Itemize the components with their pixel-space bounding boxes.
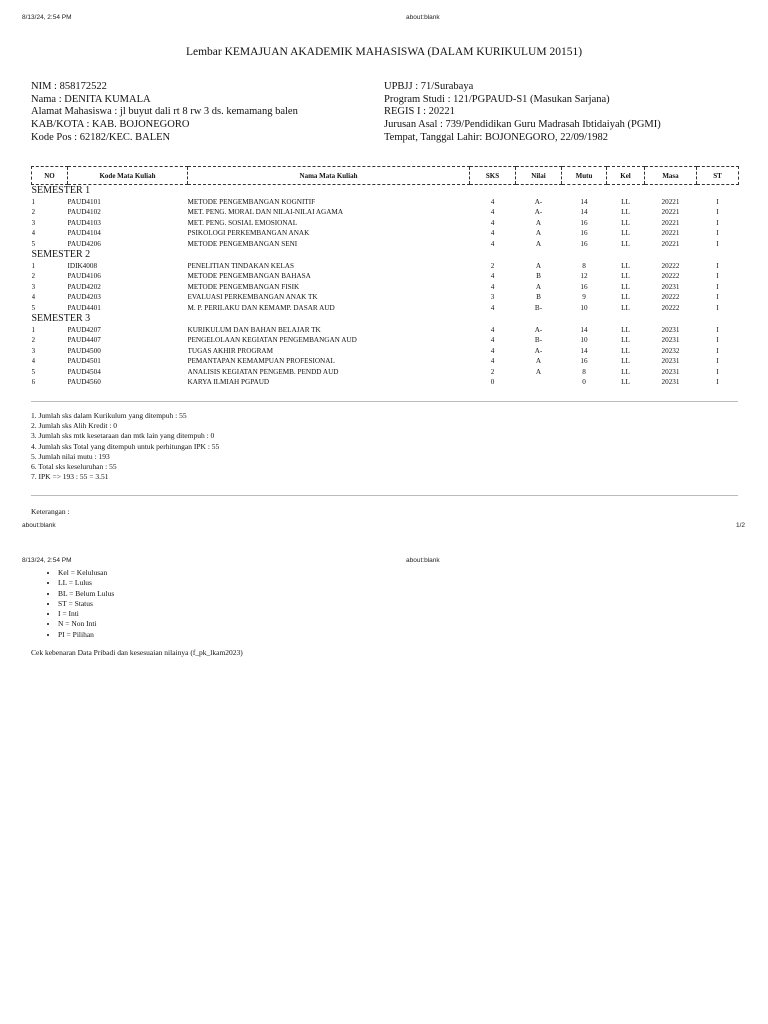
cell-mutu: 16 bbox=[580, 357, 588, 366]
cell-sks: 2 bbox=[490, 262, 495, 271]
print-url: about:blank bbox=[406, 14, 440, 21]
cell-kode: PAUD4207 bbox=[67, 326, 101, 335]
cell-nilai: A- bbox=[534, 198, 543, 206]
cell-masa: 20231 bbox=[661, 326, 680, 335]
cell-kel: LL bbox=[621, 208, 630, 217]
cell-kel: LL bbox=[621, 272, 630, 281]
header-kode: Kode Mata Kuliah bbox=[68, 167, 188, 185]
document-title: Lembar KEMAJUAN AKADEMIK MAHASISWA (DALAM KURIKULUM 20151) bbox=[185, 46, 583, 58]
table-row bbox=[32, 261, 739, 271]
cell-sks: 2 bbox=[490, 367, 495, 376]
cell-nama: TUGAS AKHIR PROGRAM bbox=[187, 346, 273, 355]
cell-masa: 20231 bbox=[661, 336, 680, 345]
print-footer-url: about:blank bbox=[22, 522, 56, 529]
table-row bbox=[32, 207, 739, 217]
cell-kel: LL bbox=[621, 262, 630, 271]
print-datetime: 8/13/24, 2:54 PM bbox=[22, 14, 72, 21]
cell-kel: LL bbox=[621, 367, 630, 376]
cell-masa: 20222 bbox=[661, 262, 680, 271]
cell-st: I bbox=[716, 303, 719, 312]
summary-item: 4. Jumlah sks Total yang ditempuh untuk perhitungan IPK : 55 bbox=[31, 441, 220, 451]
cell-kel: LL bbox=[621, 282, 630, 291]
summary-item: 1. Jumlah sks dalam Kurikulum yang ditempuh : 55 bbox=[31, 411, 187, 420]
cell-kode: PAUD4101 bbox=[67, 198, 101, 206]
semester-heading-row bbox=[32, 185, 739, 198]
cell-kode: PAUD4203 bbox=[67, 293, 101, 302]
cell-no: 5 bbox=[31, 239, 36, 248]
cell-kel: LL bbox=[621, 378, 630, 387]
table-row bbox=[32, 292, 739, 302]
header-nilai: Nilai bbox=[516, 167, 562, 185]
cell-nama: PEMANTAPAN KEMAMPUAN PROFESIONAL bbox=[187, 357, 335, 366]
legend-item: • N = Non Inti bbox=[58, 619, 114, 629]
table-row bbox=[32, 271, 739, 281]
origin-major-field: Jurusan Asal : 739/Pendidikan Guru Madrasah Ibtidaiyah (PGMI) bbox=[384, 119, 661, 131]
cell-no: 2 bbox=[31, 272, 36, 281]
cell-mutu: 16 bbox=[580, 218, 588, 227]
cell-kode: PAUD4500 bbox=[67, 346, 101, 355]
cell-masa: 20221 bbox=[661, 208, 680, 217]
cell-st: I bbox=[716, 229, 719, 238]
cell-sks: 4 bbox=[490, 336, 495, 345]
cell-no: 2 bbox=[31, 208, 36, 217]
cell-kode: PAUD4504 bbox=[67, 367, 101, 376]
header-kel: Kel bbox=[607, 167, 645, 185]
cell-masa: 20232 bbox=[661, 346, 680, 355]
cell-mutu: 12 bbox=[580, 272, 588, 281]
cell-nilai: A bbox=[535, 229, 542, 238]
cell-nilai: B- bbox=[534, 336, 543, 345]
cell-nilai: A- bbox=[534, 208, 543, 217]
cell-sks: 4 bbox=[490, 239, 495, 248]
cell-sks: 4 bbox=[490, 272, 495, 281]
cell-masa: 20231 bbox=[661, 367, 680, 376]
cell-nilai: B- bbox=[534, 303, 543, 312]
cell-nama: METODE PENGEMBANGAN BAHASA bbox=[187, 272, 311, 281]
cell-kel: LL bbox=[621, 326, 630, 335]
cell-sks: 0 bbox=[490, 378, 495, 387]
cell-nilai: B bbox=[536, 293, 541, 302]
cell-kel: LL bbox=[621, 229, 630, 238]
semester-label: SEMESTER 3 bbox=[31, 313, 91, 325]
cell-masa: 20221 bbox=[661, 239, 680, 248]
cell-nama: KURIKULUM DAN BAHAN BELAJAR TK bbox=[187, 326, 321, 335]
cell-masa: 20221 bbox=[661, 218, 680, 227]
divider bbox=[31, 495, 738, 496]
grades-table bbox=[31, 166, 739, 388]
cell-kode: PAUD4106 bbox=[67, 272, 101, 281]
header-nama: Nama Mata Kuliah bbox=[188, 167, 470, 185]
cell-kode: PAUD4206 bbox=[67, 239, 101, 248]
cell-masa: 20222 bbox=[661, 272, 680, 281]
regis-field: REGIS I : 20221 bbox=[384, 106, 455, 118]
table-row bbox=[32, 303, 739, 313]
grades-body bbox=[32, 185, 739, 388]
cell-kel: LL bbox=[621, 239, 630, 248]
cell-kel: LL bbox=[621, 346, 630, 355]
cell-nama: PENGELOLAAN KEGIATAN PENGEMBANGAN AUD bbox=[187, 336, 357, 345]
summary-item: 6. Total sks keseluruhan : 55 bbox=[31, 462, 117, 472]
postal-code-field: Kode Pos : 62182/KEC. BALEN bbox=[31, 131, 171, 143]
table-row bbox=[32, 282, 739, 292]
semester-heading-row bbox=[32, 249, 739, 261]
table-row bbox=[32, 239, 739, 249]
cell-no: 2 bbox=[31, 336, 36, 345]
cell-mutu: 0 bbox=[582, 378, 586, 387]
cell-nama: M. P. PERILAKU DAN KEMAMP. DASAR AUD bbox=[187, 303, 335, 312]
cell-kode: PAUD4102 bbox=[67, 208, 101, 217]
cell-nama: KARYA ILMIAH PGPAUD bbox=[187, 378, 270, 387]
cell-no: 3 bbox=[31, 282, 36, 291]
cell-no: 1 bbox=[31, 326, 36, 335]
cell-nama: METODE PENGEMBANGAN FISIK bbox=[187, 282, 300, 291]
table-row bbox=[32, 367, 739, 377]
cell-no: 1 bbox=[31, 198, 36, 206]
table-row bbox=[32, 197, 739, 207]
cell-mutu: 8 bbox=[582, 367, 586, 376]
legend-item: • PI = Pilihan bbox=[58, 630, 114, 640]
header-sks: SKS bbox=[470, 167, 516, 185]
cell-nilai: A bbox=[535, 262, 542, 271]
cell-masa: 20222 bbox=[661, 303, 680, 312]
summary-item: 5. Jumlah nilai mutu : 193 bbox=[31, 451, 110, 461]
print-url: about:blank bbox=[406, 557, 440, 564]
cell-sks: 4 bbox=[490, 208, 495, 217]
cell-mutu: 9 bbox=[582, 293, 586, 302]
table-row bbox=[32, 356, 739, 366]
cell-mutu: 10 bbox=[580, 336, 588, 345]
semester-label: SEMESTER 1 bbox=[31, 185, 91, 196]
keterangan-label: Keterangan : bbox=[31, 507, 70, 516]
cell-sks: 4 bbox=[490, 218, 495, 227]
cell-st: I bbox=[716, 208, 719, 217]
cell-masa: 20231 bbox=[661, 282, 680, 291]
cell-sks: 4 bbox=[490, 282, 495, 291]
cell-sks: 4 bbox=[490, 357, 495, 366]
cell-no: 6 bbox=[31, 378, 36, 387]
footnote: Cek kebenaran Data Pribadi dan kesesuaian nilainya (f_pk_lkam2023) bbox=[31, 648, 243, 657]
cell-kode: PAUD4202 bbox=[67, 282, 101, 291]
name-field: Nama : DENITA KUMALA bbox=[31, 93, 151, 105]
cell-mutu: 16 bbox=[580, 229, 588, 238]
legend-item: • LL = Lulus bbox=[58, 578, 114, 588]
legend-item: • BL = Belum Lulus bbox=[58, 589, 114, 599]
cell-nilai: A bbox=[535, 218, 542, 227]
cell-no: 5 bbox=[31, 367, 36, 376]
cell-st: I bbox=[716, 378, 719, 387]
legend-list bbox=[46, 568, 114, 640]
cell-no: 4 bbox=[31, 293, 36, 302]
cell-mutu: 14 bbox=[580, 198, 588, 206]
cell-sks: 4 bbox=[490, 303, 495, 312]
cell-sks: 4 bbox=[490, 198, 495, 206]
cell-kel: LL bbox=[621, 198, 630, 206]
cell-st: I bbox=[716, 282, 719, 291]
summary-item: 7. IPK => 193 : 55 = 3.51 bbox=[31, 472, 109, 482]
cell-kel: LL bbox=[621, 293, 630, 302]
table-row bbox=[32, 335, 739, 345]
cell-mutu: 14 bbox=[580, 326, 588, 335]
cell-mutu: 16 bbox=[580, 239, 588, 248]
cell-nilai bbox=[516, 377, 562, 387]
semester-heading-row bbox=[32, 313, 739, 325]
cell-nama: EVALUASI PERKEMBANGAN ANAK TK bbox=[187, 293, 318, 302]
cell-no: 5 bbox=[31, 303, 36, 312]
cell-nilai: A- bbox=[534, 326, 543, 335]
cell-kel: LL bbox=[621, 357, 630, 366]
header-no: NO bbox=[32, 167, 68, 185]
cell-sks: 4 bbox=[490, 326, 495, 335]
cell-no: 1 bbox=[31, 262, 36, 271]
cell-kel: LL bbox=[621, 336, 630, 345]
cell-nilai: A bbox=[535, 367, 542, 376]
table-header-row bbox=[32, 167, 739, 185]
cell-nama: MET. PENG. SOSIAL EMOSIONAL bbox=[187, 218, 298, 227]
cell-masa: 20222 bbox=[661, 293, 680, 302]
header-st: ST bbox=[697, 167, 739, 185]
cell-nilai: A- bbox=[534, 346, 543, 355]
cell-st: I bbox=[716, 262, 719, 271]
table-row bbox=[32, 325, 739, 335]
summary-list bbox=[31, 411, 219, 482]
cell-nama: ANALISIS KEGIATAN PENGEMB. PENDD AUD bbox=[187, 367, 339, 376]
cell-sks: 4 bbox=[490, 346, 495, 355]
summary-item: 2. Jumlah sks Alih Kredit : 0 bbox=[31, 421, 118, 431]
cell-mutu: 8 bbox=[582, 262, 586, 271]
table-row bbox=[32, 377, 739, 387]
header-masa: Masa bbox=[645, 167, 697, 185]
cell-masa: 20231 bbox=[661, 378, 680, 387]
program-field: Program Studi : 121/PGPAUD-S1 (Masukan Sarjana) bbox=[384, 93, 610, 105]
summary-item: 3. Jumlah sks mtk kesetaraan dan mtk lain yang ditempuh : 0 bbox=[31, 431, 215, 441]
cell-nama: MET. PENG. MORAL DAN NILAI-NILAI AGAMA bbox=[187, 208, 344, 217]
cell-st: I bbox=[716, 239, 719, 248]
cell-st: I bbox=[716, 272, 719, 281]
table-row bbox=[32, 218, 739, 228]
cell-kode: PAUD4103 bbox=[67, 218, 101, 227]
cell-mutu: 16 bbox=[580, 282, 588, 291]
print-datetime: 8/13/24, 2:54 PM bbox=[22, 557, 72, 564]
cell-st: I bbox=[716, 293, 719, 302]
cell-nama: PSIKOLOGI PERKEMBANGAN ANAK bbox=[187, 229, 310, 238]
table-row bbox=[32, 228, 739, 238]
cell-no: 3 bbox=[31, 346, 36, 355]
legend-item: • ST = Status bbox=[58, 599, 114, 609]
city-field: KAB/KOTA : KAB. BOJONEGORO bbox=[31, 119, 190, 131]
cell-no: 4 bbox=[31, 357, 36, 366]
cell-nilai: B bbox=[536, 272, 541, 281]
cell-mutu: 14 bbox=[580, 208, 588, 217]
cell-kode: PAUD4104 bbox=[67, 229, 101, 238]
divider bbox=[31, 401, 738, 402]
header-mutu: Mutu bbox=[562, 167, 607, 185]
student-info-right bbox=[384, 81, 661, 145]
cell-sks: 3 bbox=[490, 293, 495, 302]
cell-no: 3 bbox=[31, 218, 36, 227]
address-field: Alamat Mahasiswa : jl buyut dali rt 8 rw 3 ds. kemamang balen bbox=[31, 106, 298, 118]
cell-kode: PAUD4501 bbox=[67, 357, 101, 366]
cell-kode: PAUD4560 bbox=[67, 378, 101, 387]
legend-item: • Kel = Kelulusan bbox=[58, 568, 114, 578]
cell-nilai: A bbox=[535, 239, 542, 248]
cell-nama: METODE PENGEMBANGAN SENI bbox=[187, 239, 298, 248]
cell-mutu: 10 bbox=[580, 303, 588, 312]
cell-st: I bbox=[716, 367, 719, 376]
cell-kode: PAUD4407 bbox=[67, 336, 101, 345]
cell-sks: 4 bbox=[490, 229, 495, 238]
cell-mutu: 14 bbox=[580, 346, 588, 355]
semester-label: SEMESTER 2 bbox=[31, 249, 91, 261]
cell-no: 4 bbox=[31, 229, 36, 238]
cell-st: I bbox=[716, 198, 719, 206]
cell-st: I bbox=[716, 336, 719, 345]
student-info-left bbox=[31, 81, 298, 145]
cell-st: I bbox=[716, 326, 719, 335]
table-row bbox=[32, 346, 739, 356]
birth-field: Tempat, Tanggal Lahir: BOJONEGORO, 22/09/1982 bbox=[384, 131, 609, 143]
legend-item: • I = Inti bbox=[58, 609, 114, 619]
cell-st: I bbox=[716, 218, 719, 227]
cell-nilai: A bbox=[535, 282, 542, 291]
cell-masa: 20221 bbox=[661, 198, 680, 206]
cell-nama: METODE PENGEMBANGAN KOGNITIF bbox=[187, 198, 316, 206]
cell-kode: IDIK4008 bbox=[67, 262, 98, 271]
page-number: 1/2 bbox=[736, 522, 746, 529]
cell-nilai: A bbox=[535, 357, 542, 366]
cell-kode: PAUD4401 bbox=[67, 303, 101, 312]
cell-nama: PENELITIAN TINDAKAN KELAS bbox=[187, 262, 294, 271]
cell-st: I bbox=[716, 346, 719, 355]
cell-masa: 20221 bbox=[661, 229, 680, 238]
nim-field: NIM : 858172522 bbox=[31, 81, 107, 92]
cell-kel: LL bbox=[621, 303, 630, 312]
cell-st: I bbox=[716, 357, 719, 366]
cell-kel: LL bbox=[621, 218, 630, 227]
upbjj-field: UPBJJ : 71/Surabaya bbox=[384, 81, 474, 92]
cell-masa: 20231 bbox=[661, 357, 680, 366]
